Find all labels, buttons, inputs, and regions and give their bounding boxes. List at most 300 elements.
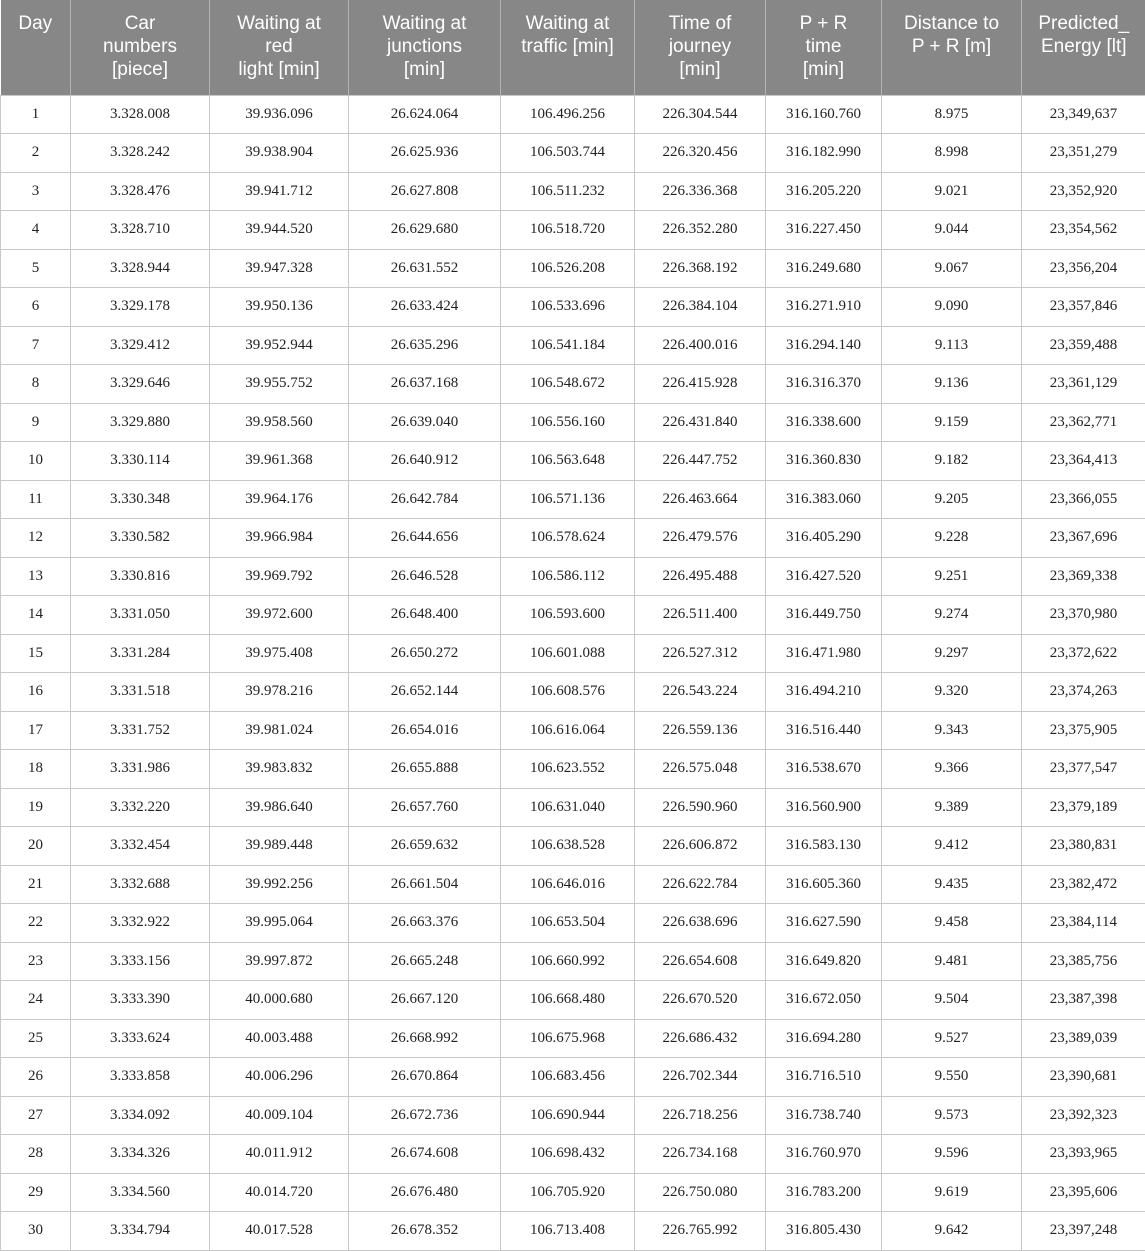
table-row bbox=[1, 1135, 1145, 1174]
cell-distance-to-pr: 9.136 bbox=[882, 365, 1022, 404]
cell-day: 13 bbox=[1, 557, 71, 596]
cell-predicted-energy: 23,356,204 bbox=[1022, 249, 1145, 288]
cell-distance-to-pr: 9.343 bbox=[882, 711, 1022, 750]
cell-time-of-journey: 226.304.544 bbox=[635, 95, 766, 134]
table-row bbox=[1, 249, 1145, 288]
cell-waiting-traffic: 106.511.232 bbox=[501, 172, 635, 211]
cell-time-of-journey: 226.400.016 bbox=[635, 326, 766, 365]
cell-predicted-energy: 23,361,129 bbox=[1022, 365, 1145, 404]
cell-car-numbers: 3.329.412 bbox=[71, 326, 210, 365]
cell-predicted-energy: 23,395,606 bbox=[1022, 1173, 1145, 1212]
cell-waiting-junctions: 26.644.656 bbox=[349, 519, 501, 558]
cell-car-numbers: 3.330.582 bbox=[71, 519, 210, 558]
cell-waiting-red-light: 39.997.872 bbox=[210, 942, 349, 981]
cell-predicted-energy: 23,351,279 bbox=[1022, 134, 1145, 173]
cell-pr-time: 316.405.290 bbox=[766, 519, 882, 558]
cell-day: 7 bbox=[1, 326, 71, 365]
cell-time-of-journey: 226.734.168 bbox=[635, 1135, 766, 1174]
cell-waiting-red-light: 40.003.488 bbox=[210, 1019, 349, 1058]
cell-waiting-junctions: 26.624.064 bbox=[349, 95, 501, 134]
cell-day: 20 bbox=[1, 827, 71, 866]
cell-pr-time: 316.538.670 bbox=[766, 750, 882, 789]
cell-day: 29 bbox=[1, 1173, 71, 1212]
cell-predicted-energy: 23,379,189 bbox=[1022, 788, 1145, 827]
cell-distance-to-pr: 9.458 bbox=[882, 904, 1022, 943]
cell-pr-time: 316.449.750 bbox=[766, 596, 882, 635]
cell-time-of-journey: 226.686.432 bbox=[635, 1019, 766, 1058]
cell-waiting-traffic: 106.548.672 bbox=[501, 365, 635, 404]
cell-waiting-traffic: 106.556.160 bbox=[501, 403, 635, 442]
cell-waiting-traffic: 106.646.016 bbox=[501, 865, 635, 904]
cell-day: 1 bbox=[1, 95, 71, 134]
cell-car-numbers: 3.334.092 bbox=[71, 1096, 210, 1135]
cell-car-numbers: 3.331.518 bbox=[71, 673, 210, 712]
header-waiting-red-light: Waiting at red light [min] bbox=[210, 0, 349, 95]
cell-distance-to-pr: 9.527 bbox=[882, 1019, 1022, 1058]
cell-predicted-energy: 23,384,114 bbox=[1022, 904, 1145, 943]
cell-car-numbers: 3.328.008 bbox=[71, 95, 210, 134]
cell-distance-to-pr: 9.596 bbox=[882, 1135, 1022, 1174]
cell-time-of-journey: 226.670.520 bbox=[635, 981, 766, 1020]
cell-waiting-red-light: 39.992.256 bbox=[210, 865, 349, 904]
cell-predicted-energy: 23,352,920 bbox=[1022, 172, 1145, 211]
cell-day: 12 bbox=[1, 519, 71, 558]
cell-waiting-junctions: 26.646.528 bbox=[349, 557, 501, 596]
table-row bbox=[1, 1212, 1145, 1251]
cell-predicted-energy: 23,385,756 bbox=[1022, 942, 1145, 981]
cell-waiting-junctions: 26.670.864 bbox=[349, 1058, 501, 1097]
cell-day: 6 bbox=[1, 288, 71, 327]
cell-predicted-energy: 23,374,263 bbox=[1022, 673, 1145, 712]
cell-day: 5 bbox=[1, 249, 71, 288]
table-row bbox=[1, 95, 1145, 134]
cell-waiting-traffic: 106.608.576 bbox=[501, 673, 635, 712]
cell-car-numbers: 3.331.752 bbox=[71, 711, 210, 750]
cell-waiting-red-light: 39.975.408 bbox=[210, 634, 349, 673]
cell-waiting-junctions: 26.650.272 bbox=[349, 634, 501, 673]
cell-waiting-junctions: 26.640.912 bbox=[349, 442, 501, 481]
header-time-of-journey: Time of journey [min] bbox=[635, 0, 766, 95]
cell-time-of-journey: 226.431.840 bbox=[635, 403, 766, 442]
cell-waiting-junctions: 26.625.936 bbox=[349, 134, 501, 173]
cell-waiting-traffic: 106.586.112 bbox=[501, 557, 635, 596]
cell-day: 4 bbox=[1, 211, 71, 250]
cell-waiting-junctions: 26.668.992 bbox=[349, 1019, 501, 1058]
cell-car-numbers: 3.331.050 bbox=[71, 596, 210, 635]
cell-waiting-junctions: 26.635.296 bbox=[349, 326, 501, 365]
cell-time-of-journey: 226.606.872 bbox=[635, 827, 766, 866]
cell-waiting-traffic: 106.571.136 bbox=[501, 480, 635, 519]
cell-predicted-energy: 23,382,472 bbox=[1022, 865, 1145, 904]
table-row bbox=[1, 596, 1145, 635]
cell-time-of-journey: 226.495.488 bbox=[635, 557, 766, 596]
cell-waiting-junctions: 26.642.784 bbox=[349, 480, 501, 519]
cell-predicted-energy: 23,390,681 bbox=[1022, 1058, 1145, 1097]
cell-waiting-traffic: 106.660.992 bbox=[501, 942, 635, 981]
cell-predicted-energy: 23,364,413 bbox=[1022, 442, 1145, 481]
cell-pr-time: 316.271.910 bbox=[766, 288, 882, 327]
table-row bbox=[1, 1019, 1145, 1058]
cell-pr-time: 316.605.360 bbox=[766, 865, 882, 904]
table-row bbox=[1, 211, 1145, 250]
cell-time-of-journey: 226.463.664 bbox=[635, 480, 766, 519]
cell-distance-to-pr: 9.642 bbox=[882, 1212, 1022, 1251]
cell-distance-to-pr: 9.044 bbox=[882, 211, 1022, 250]
cell-time-of-journey: 226.765.992 bbox=[635, 1212, 766, 1251]
cell-car-numbers: 3.332.688 bbox=[71, 865, 210, 904]
cell-pr-time: 316.360.830 bbox=[766, 442, 882, 481]
cell-waiting-red-light: 39.961.368 bbox=[210, 442, 349, 481]
cell-waiting-red-light: 39.947.328 bbox=[210, 249, 349, 288]
cell-waiting-junctions: 26.631.552 bbox=[349, 249, 501, 288]
cell-waiting-junctions: 26.678.352 bbox=[349, 1212, 501, 1251]
cell-distance-to-pr: 9.251 bbox=[882, 557, 1022, 596]
cell-waiting-traffic: 106.533.696 bbox=[501, 288, 635, 327]
cell-distance-to-pr: 9.205 bbox=[882, 480, 1022, 519]
cell-waiting-traffic: 106.593.600 bbox=[501, 596, 635, 635]
table-row bbox=[1, 326, 1145, 365]
cell-distance-to-pr: 9.021 bbox=[882, 172, 1022, 211]
cell-waiting-traffic: 106.578.624 bbox=[501, 519, 635, 558]
cell-time-of-journey: 226.622.784 bbox=[635, 865, 766, 904]
header-waiting-traffic: Waiting at traffic [min] bbox=[501, 0, 635, 95]
cell-time-of-journey: 226.718.256 bbox=[635, 1096, 766, 1135]
cell-waiting-red-light: 39.978.216 bbox=[210, 673, 349, 712]
cell-pr-time: 316.471.980 bbox=[766, 634, 882, 673]
cell-day: 19 bbox=[1, 788, 71, 827]
cell-pr-time: 316.427.520 bbox=[766, 557, 882, 596]
cell-time-of-journey: 226.702.344 bbox=[635, 1058, 766, 1097]
cell-distance-to-pr: 9.412 bbox=[882, 827, 1022, 866]
cell-waiting-red-light: 39.981.024 bbox=[210, 711, 349, 750]
cell-waiting-traffic: 106.668.480 bbox=[501, 981, 635, 1020]
cell-distance-to-pr: 9.182 bbox=[882, 442, 1022, 481]
cell-waiting-red-light: 40.000.680 bbox=[210, 981, 349, 1020]
cell-predicted-energy: 23,397,248 bbox=[1022, 1212, 1145, 1251]
header-pr-time: P + R time [min] bbox=[766, 0, 882, 95]
cell-distance-to-pr: 9.113 bbox=[882, 326, 1022, 365]
cell-waiting-red-light: 39.952.944 bbox=[210, 326, 349, 365]
cell-day: 24 bbox=[1, 981, 71, 1020]
table-row bbox=[1, 750, 1145, 789]
cell-time-of-journey: 226.575.048 bbox=[635, 750, 766, 789]
cell-distance-to-pr: 9.504 bbox=[882, 981, 1022, 1020]
table-row bbox=[1, 673, 1145, 712]
cell-waiting-red-light: 40.009.104 bbox=[210, 1096, 349, 1135]
cell-distance-to-pr: 9.320 bbox=[882, 673, 1022, 712]
cell-waiting-traffic: 106.631.040 bbox=[501, 788, 635, 827]
cell-waiting-junctions: 26.639.040 bbox=[349, 403, 501, 442]
cell-predicted-energy: 23,372,622 bbox=[1022, 634, 1145, 673]
cell-predicted-energy: 23,370,980 bbox=[1022, 596, 1145, 635]
cell-waiting-junctions: 26.661.504 bbox=[349, 865, 501, 904]
header-row bbox=[1, 0, 1145, 95]
table-row bbox=[1, 981, 1145, 1020]
cell-pr-time: 316.805.430 bbox=[766, 1212, 882, 1251]
cell-pr-time: 316.738.740 bbox=[766, 1096, 882, 1135]
table-row bbox=[1, 172, 1145, 211]
cell-time-of-journey: 226.654.608 bbox=[635, 942, 766, 981]
cell-day: 30 bbox=[1, 1212, 71, 1251]
table-row bbox=[1, 711, 1145, 750]
cell-car-numbers: 3.333.624 bbox=[71, 1019, 210, 1058]
cell-car-numbers: 3.330.114 bbox=[71, 442, 210, 481]
cell-predicted-energy: 23,354,562 bbox=[1022, 211, 1145, 250]
cell-car-numbers: 3.329.178 bbox=[71, 288, 210, 327]
cell-car-numbers: 3.334.794 bbox=[71, 1212, 210, 1251]
cell-car-numbers: 3.333.156 bbox=[71, 942, 210, 981]
cell-day: 17 bbox=[1, 711, 71, 750]
cell-distance-to-pr: 8.975 bbox=[882, 95, 1022, 134]
cell-waiting-junctions: 26.655.888 bbox=[349, 750, 501, 789]
cell-day: 14 bbox=[1, 596, 71, 635]
cell-distance-to-pr: 9.228 bbox=[882, 519, 1022, 558]
cell-car-numbers: 3.329.880 bbox=[71, 403, 210, 442]
table-row bbox=[1, 827, 1145, 866]
table-header bbox=[1, 0, 1145, 95]
cell-car-numbers: 3.332.454 bbox=[71, 827, 210, 866]
cell-distance-to-pr: 9.297 bbox=[882, 634, 1022, 673]
cell-waiting-red-light: 39.995.064 bbox=[210, 904, 349, 943]
cell-predicted-energy: 23,389,039 bbox=[1022, 1019, 1145, 1058]
cell-waiting-red-light: 39.972.600 bbox=[210, 596, 349, 635]
table-row bbox=[1, 519, 1145, 558]
cell-time-of-journey: 226.590.960 bbox=[635, 788, 766, 827]
cell-waiting-red-light: 40.006.296 bbox=[210, 1058, 349, 1097]
cell-waiting-traffic: 106.601.088 bbox=[501, 634, 635, 673]
cell-waiting-traffic: 106.675.968 bbox=[501, 1019, 635, 1058]
cell-waiting-junctions: 26.657.760 bbox=[349, 788, 501, 827]
cell-predicted-energy: 23,375,905 bbox=[1022, 711, 1145, 750]
cell-waiting-junctions: 26.648.400 bbox=[349, 596, 501, 635]
cell-waiting-traffic: 106.563.648 bbox=[501, 442, 635, 481]
cell-distance-to-pr: 9.366 bbox=[882, 750, 1022, 789]
cell-distance-to-pr: 9.435 bbox=[882, 865, 1022, 904]
cell-waiting-red-light: 40.014.720 bbox=[210, 1173, 349, 1212]
cell-waiting-traffic: 106.503.744 bbox=[501, 134, 635, 173]
cell-pr-time: 316.338.600 bbox=[766, 403, 882, 442]
cell-day: 23 bbox=[1, 942, 71, 981]
cell-time-of-journey: 226.750.080 bbox=[635, 1173, 766, 1212]
cell-pr-time: 316.649.820 bbox=[766, 942, 882, 981]
cell-distance-to-pr: 9.067 bbox=[882, 249, 1022, 288]
cell-predicted-energy: 23,393,965 bbox=[1022, 1135, 1145, 1174]
cell-car-numbers: 3.330.816 bbox=[71, 557, 210, 596]
cell-pr-time: 316.516.440 bbox=[766, 711, 882, 750]
cell-predicted-energy: 23,362,771 bbox=[1022, 403, 1145, 442]
cell-predicted-energy: 23,367,696 bbox=[1022, 519, 1145, 558]
cell-waiting-traffic: 106.623.552 bbox=[501, 750, 635, 789]
table-row bbox=[1, 788, 1145, 827]
cell-time-of-journey: 226.320.456 bbox=[635, 134, 766, 173]
cell-day: 3 bbox=[1, 172, 71, 211]
cell-predicted-energy: 23,377,547 bbox=[1022, 750, 1145, 789]
table-row bbox=[1, 942, 1145, 981]
cell-waiting-red-light: 39.969.792 bbox=[210, 557, 349, 596]
cell-waiting-red-light: 39.938.904 bbox=[210, 134, 349, 173]
cell-car-numbers: 3.328.242 bbox=[71, 134, 210, 173]
cell-waiting-junctions: 26.663.376 bbox=[349, 904, 501, 943]
cell-waiting-junctions: 26.654.016 bbox=[349, 711, 501, 750]
table-body bbox=[1, 95, 1145, 1250]
cell-day: 22 bbox=[1, 904, 71, 943]
header-car-numbers: Car numbers [piece] bbox=[71, 0, 210, 95]
cell-waiting-red-light: 39.983.832 bbox=[210, 750, 349, 789]
cell-time-of-journey: 226.479.576 bbox=[635, 519, 766, 558]
cell-waiting-red-light: 39.964.176 bbox=[210, 480, 349, 519]
cell-waiting-traffic: 106.653.504 bbox=[501, 904, 635, 943]
cell-pr-time: 316.383.060 bbox=[766, 480, 882, 519]
cell-predicted-energy: 23,366,055 bbox=[1022, 480, 1145, 519]
cell-waiting-red-light: 39.986.640 bbox=[210, 788, 349, 827]
cell-distance-to-pr: 9.619 bbox=[882, 1173, 1022, 1212]
table-row bbox=[1, 442, 1145, 481]
table-row bbox=[1, 865, 1145, 904]
cell-distance-to-pr: 9.274 bbox=[882, 596, 1022, 635]
cell-distance-to-pr: 9.573 bbox=[882, 1096, 1022, 1135]
cell-waiting-junctions: 26.676.480 bbox=[349, 1173, 501, 1212]
cell-waiting-traffic: 106.616.064 bbox=[501, 711, 635, 750]
cell-distance-to-pr: 9.389 bbox=[882, 788, 1022, 827]
cell-pr-time: 316.182.990 bbox=[766, 134, 882, 173]
cell-day: 2 bbox=[1, 134, 71, 173]
cell-day: 16 bbox=[1, 673, 71, 712]
table-row bbox=[1, 1096, 1145, 1135]
cell-waiting-traffic: 106.690.944 bbox=[501, 1096, 635, 1135]
cell-pr-time: 316.205.220 bbox=[766, 172, 882, 211]
cell-waiting-junctions: 26.667.120 bbox=[349, 981, 501, 1020]
table-row bbox=[1, 134, 1145, 173]
cell-day: 25 bbox=[1, 1019, 71, 1058]
cell-distance-to-pr: 9.090 bbox=[882, 288, 1022, 327]
cell-day: 28 bbox=[1, 1135, 71, 1174]
table-row bbox=[1, 634, 1145, 673]
cell-pr-time: 316.783.200 bbox=[766, 1173, 882, 1212]
cell-day: 18 bbox=[1, 750, 71, 789]
cell-waiting-traffic: 106.698.432 bbox=[501, 1135, 635, 1174]
cell-waiting-red-light: 39.950.136 bbox=[210, 288, 349, 327]
cell-waiting-traffic: 106.541.184 bbox=[501, 326, 635, 365]
cell-waiting-junctions: 26.674.608 bbox=[349, 1135, 501, 1174]
cell-waiting-red-light: 39.955.752 bbox=[210, 365, 349, 404]
cell-distance-to-pr: 8.998 bbox=[882, 134, 1022, 173]
cell-car-numbers: 3.333.858 bbox=[71, 1058, 210, 1097]
cell-time-of-journey: 226.527.312 bbox=[635, 634, 766, 673]
cell-waiting-junctions: 26.633.424 bbox=[349, 288, 501, 327]
cell-pr-time: 316.627.590 bbox=[766, 904, 882, 943]
cell-waiting-red-light: 40.017.528 bbox=[210, 1212, 349, 1251]
cell-pr-time: 316.694.280 bbox=[766, 1019, 882, 1058]
cell-day: 26 bbox=[1, 1058, 71, 1097]
cell-car-numbers: 3.334.326 bbox=[71, 1135, 210, 1174]
cell-car-numbers: 3.331.284 bbox=[71, 634, 210, 673]
cell-waiting-red-light: 39.936.096 bbox=[210, 95, 349, 134]
cell-pr-time: 316.716.510 bbox=[766, 1058, 882, 1097]
table-row bbox=[1, 480, 1145, 519]
header-waiting-junctions: Waiting at junctions [min] bbox=[349, 0, 501, 95]
cell-waiting-red-light: 39.941.712 bbox=[210, 172, 349, 211]
cell-waiting-red-light: 39.958.560 bbox=[210, 403, 349, 442]
cell-predicted-energy: 23,349,637 bbox=[1022, 95, 1145, 134]
cell-day: 11 bbox=[1, 480, 71, 519]
cell-time-of-journey: 226.543.224 bbox=[635, 673, 766, 712]
cell-car-numbers: 3.330.348 bbox=[71, 480, 210, 519]
cell-waiting-traffic: 106.496.256 bbox=[501, 95, 635, 134]
cell-pr-time: 316.249.680 bbox=[766, 249, 882, 288]
cell-pr-time: 316.560.900 bbox=[766, 788, 882, 827]
cell-day: 27 bbox=[1, 1096, 71, 1135]
cell-car-numbers: 3.331.986 bbox=[71, 750, 210, 789]
cell-waiting-red-light: 39.989.448 bbox=[210, 827, 349, 866]
cell-time-of-journey: 226.447.752 bbox=[635, 442, 766, 481]
cell-pr-time: 316.672.050 bbox=[766, 981, 882, 1020]
cell-time-of-journey: 226.352.280 bbox=[635, 211, 766, 250]
cell-predicted-energy: 23,369,338 bbox=[1022, 557, 1145, 596]
cell-pr-time: 316.227.450 bbox=[766, 211, 882, 250]
cell-pr-time: 316.294.140 bbox=[766, 326, 882, 365]
cell-distance-to-pr: 9.159 bbox=[882, 403, 1022, 442]
cell-predicted-energy: 23,359,488 bbox=[1022, 326, 1145, 365]
cell-predicted-energy: 23,357,846 bbox=[1022, 288, 1145, 327]
table-row bbox=[1, 1173, 1145, 1212]
cell-car-numbers: 3.329.646 bbox=[71, 365, 210, 404]
cell-car-numbers: 3.328.944 bbox=[71, 249, 210, 288]
table-row bbox=[1, 365, 1145, 404]
cell-distance-to-pr: 9.481 bbox=[882, 942, 1022, 981]
cell-pr-time: 316.316.370 bbox=[766, 365, 882, 404]
cell-distance-to-pr: 9.550 bbox=[882, 1058, 1022, 1097]
header-predicted-energy: Predicted_ Energy [lt] bbox=[1022, 0, 1145, 95]
cell-waiting-traffic: 106.713.408 bbox=[501, 1212, 635, 1251]
cell-car-numbers: 3.333.390 bbox=[71, 981, 210, 1020]
cell-day: 10 bbox=[1, 442, 71, 481]
cell-time-of-journey: 226.638.696 bbox=[635, 904, 766, 943]
cell-waiting-junctions: 26.629.680 bbox=[349, 211, 501, 250]
cell-waiting-junctions: 26.627.808 bbox=[349, 172, 501, 211]
cell-waiting-junctions: 26.652.144 bbox=[349, 673, 501, 712]
cell-waiting-red-light: 39.966.984 bbox=[210, 519, 349, 558]
cell-time-of-journey: 226.415.928 bbox=[635, 365, 766, 404]
cell-day: 8 bbox=[1, 365, 71, 404]
header-day: Day bbox=[1, 0, 71, 95]
cell-predicted-energy: 23,387,398 bbox=[1022, 981, 1145, 1020]
cell-waiting-traffic: 106.705.920 bbox=[501, 1173, 635, 1212]
cell-waiting-traffic: 106.518.720 bbox=[501, 211, 635, 250]
cell-waiting-junctions: 26.659.632 bbox=[349, 827, 501, 866]
table-row bbox=[1, 557, 1145, 596]
cell-car-numbers: 3.332.922 bbox=[71, 904, 210, 943]
cell-time-of-journey: 226.336.368 bbox=[635, 172, 766, 211]
cell-car-numbers: 3.328.476 bbox=[71, 172, 210, 211]
cell-car-numbers: 3.334.560 bbox=[71, 1173, 210, 1212]
cell-day: 15 bbox=[1, 634, 71, 673]
cell-predicted-energy: 23,380,831 bbox=[1022, 827, 1145, 866]
cell-day: 21 bbox=[1, 865, 71, 904]
cell-time-of-journey: 226.559.136 bbox=[635, 711, 766, 750]
table-row bbox=[1, 288, 1145, 327]
cell-pr-time: 316.583.130 bbox=[766, 827, 882, 866]
cell-pr-time: 316.160.760 bbox=[766, 95, 882, 134]
cell-waiting-red-light: 40.011.912 bbox=[210, 1135, 349, 1174]
cell-waiting-red-light: 39.944.520 bbox=[210, 211, 349, 250]
cell-day: 9 bbox=[1, 403, 71, 442]
cell-time-of-journey: 226.368.192 bbox=[635, 249, 766, 288]
cell-car-numbers: 3.328.710 bbox=[71, 211, 210, 250]
cell-waiting-traffic: 106.526.208 bbox=[501, 249, 635, 288]
cell-time-of-journey: 226.511.400 bbox=[635, 596, 766, 635]
table-row bbox=[1, 904, 1145, 943]
cell-waiting-junctions: 26.665.248 bbox=[349, 942, 501, 981]
